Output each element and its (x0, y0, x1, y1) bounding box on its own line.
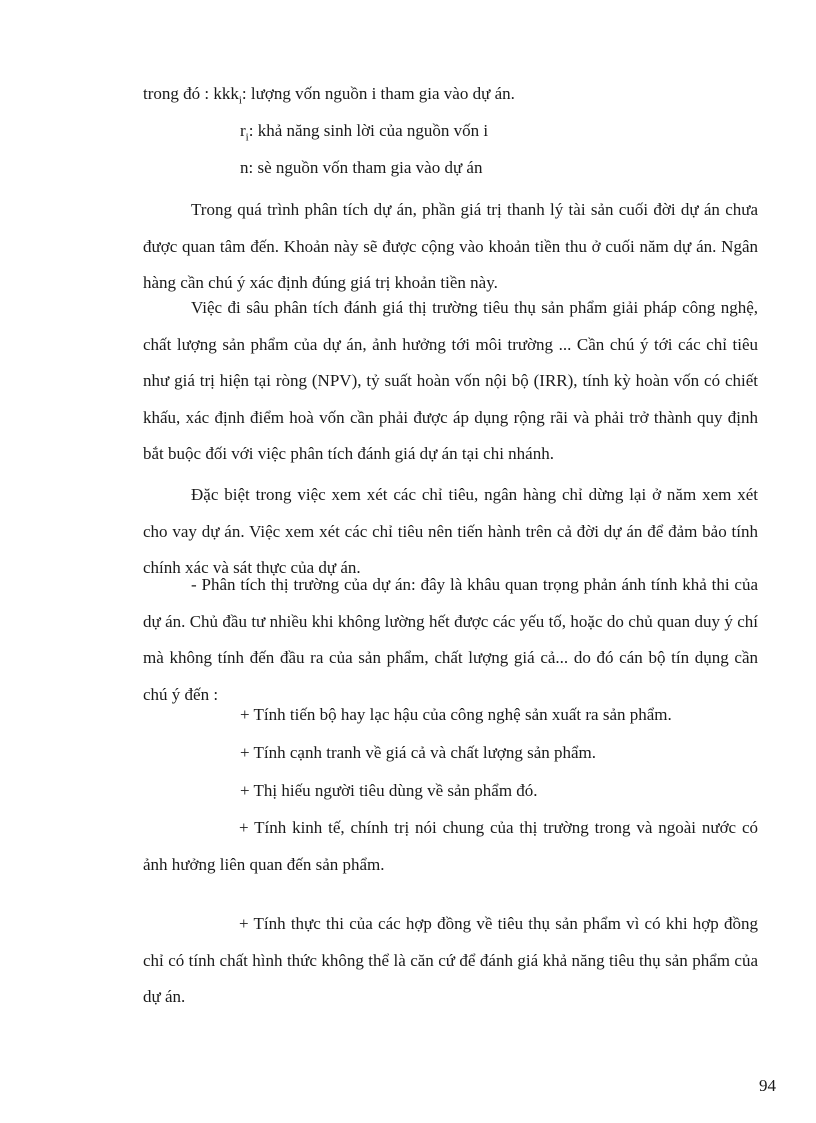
legend-text: : khả năng sinh lời của nguồn vốn i (248, 121, 489, 140)
formula-legend-line-3 (240, 158, 482, 178)
bullet-item: + Tính kinh tế, chính trị nói chung của thị trường trong và ngoài nước có ảnh hưởng liên quan đến sản phẩm. (143, 818, 758, 874)
paragraph: - Phân tích thị trường của dự án: đây là khâu quan trọng phản ánh tính khả thi của dự án. Chủ đầu tư nhiều khi không lường hết được các yếu tố, hoặc do chủ quan duy ý chí mà không tính đến đầu ra của sản phẩm, chất lượng giá cả... do đó cán bộ tín dụng cần chú ý đến : (143, 575, 758, 704)
bullet-item: + Thị hiếu người tiêu dùng về sản phẩm đó. (240, 781, 538, 800)
bullet-item: + Tính thực thi của các hợp đồng về tiêu thụ sản phẩm vì có khi hợp đồng chỉ có tính chất hình thức không thể là căn cứ để đánh giá khả năng tiêu thụ sản phẩm của dự án. (143, 914, 758, 1006)
bullet-item: + Tính tiến bộ hay lạc hậu của công nghệ sản xuất ra sản phẩm. (240, 705, 672, 724)
legend-term: trong đó : kkk (143, 84, 239, 103)
paragraph: Đặc biệt trong việc xem xét các chỉ tiêu, ngân hàng chỉ dừng lại ở năm xem xét cho vay dự án. Việc xem xét các chỉ tiêu nên tiến hành trên cả đời dự án để đảm bảo tính chính xác và sát thực của dự án. (143, 485, 758, 577)
formula-legend-line-1 (143, 84, 515, 110)
formula-legend-line-2 (240, 121, 488, 147)
legend-text: n: sè nguồn vốn tham gia vào dự án (240, 158, 483, 177)
legend-subscript: i (238, 94, 242, 107)
legend-term: r (240, 121, 246, 140)
paragraph: Việc đi sâu phân tích đánh giá thị trường tiêu thụ sản phẩm giải pháp công nghệ, chất lượng sản phẩm của dự án, ảnh hưởng tới môi trường ... Cần chú ý tới các chỉ tiêu như giá trị hiện tại ròng (NPV), tỷ suất hoàn vốn nội bộ (IRR), tính kỳ hoàn vốn có chiết khấu, xác định điểm hoà vốn cần phải được áp dụng rộng rãi và phải trở thành quy định bắt buộc đối với việc phân tích đánh giá dự án tại chi nhánh. (143, 298, 758, 463)
legend-text: : lượng vốn nguồn i tham gia vào dự án. (241, 84, 515, 103)
legend-subscript: i (245, 131, 249, 144)
bullet-item: + Tính cạnh tranh về giá cả và chất lượng sản phẩm. (240, 743, 597, 762)
page-number: 94 (759, 1076, 776, 1095)
paragraph: Trong quá trình phân tích dự án, phần giá trị thanh lý tài sản cuối đời dự án chưa được quan tâm đến. Khoản này sẽ được cộng vào khoản tiền thu ở cuối năm dự án. Ngân hàng cần chú ý xác định đúng giá trị khoản tiền này. (143, 200, 758, 292)
